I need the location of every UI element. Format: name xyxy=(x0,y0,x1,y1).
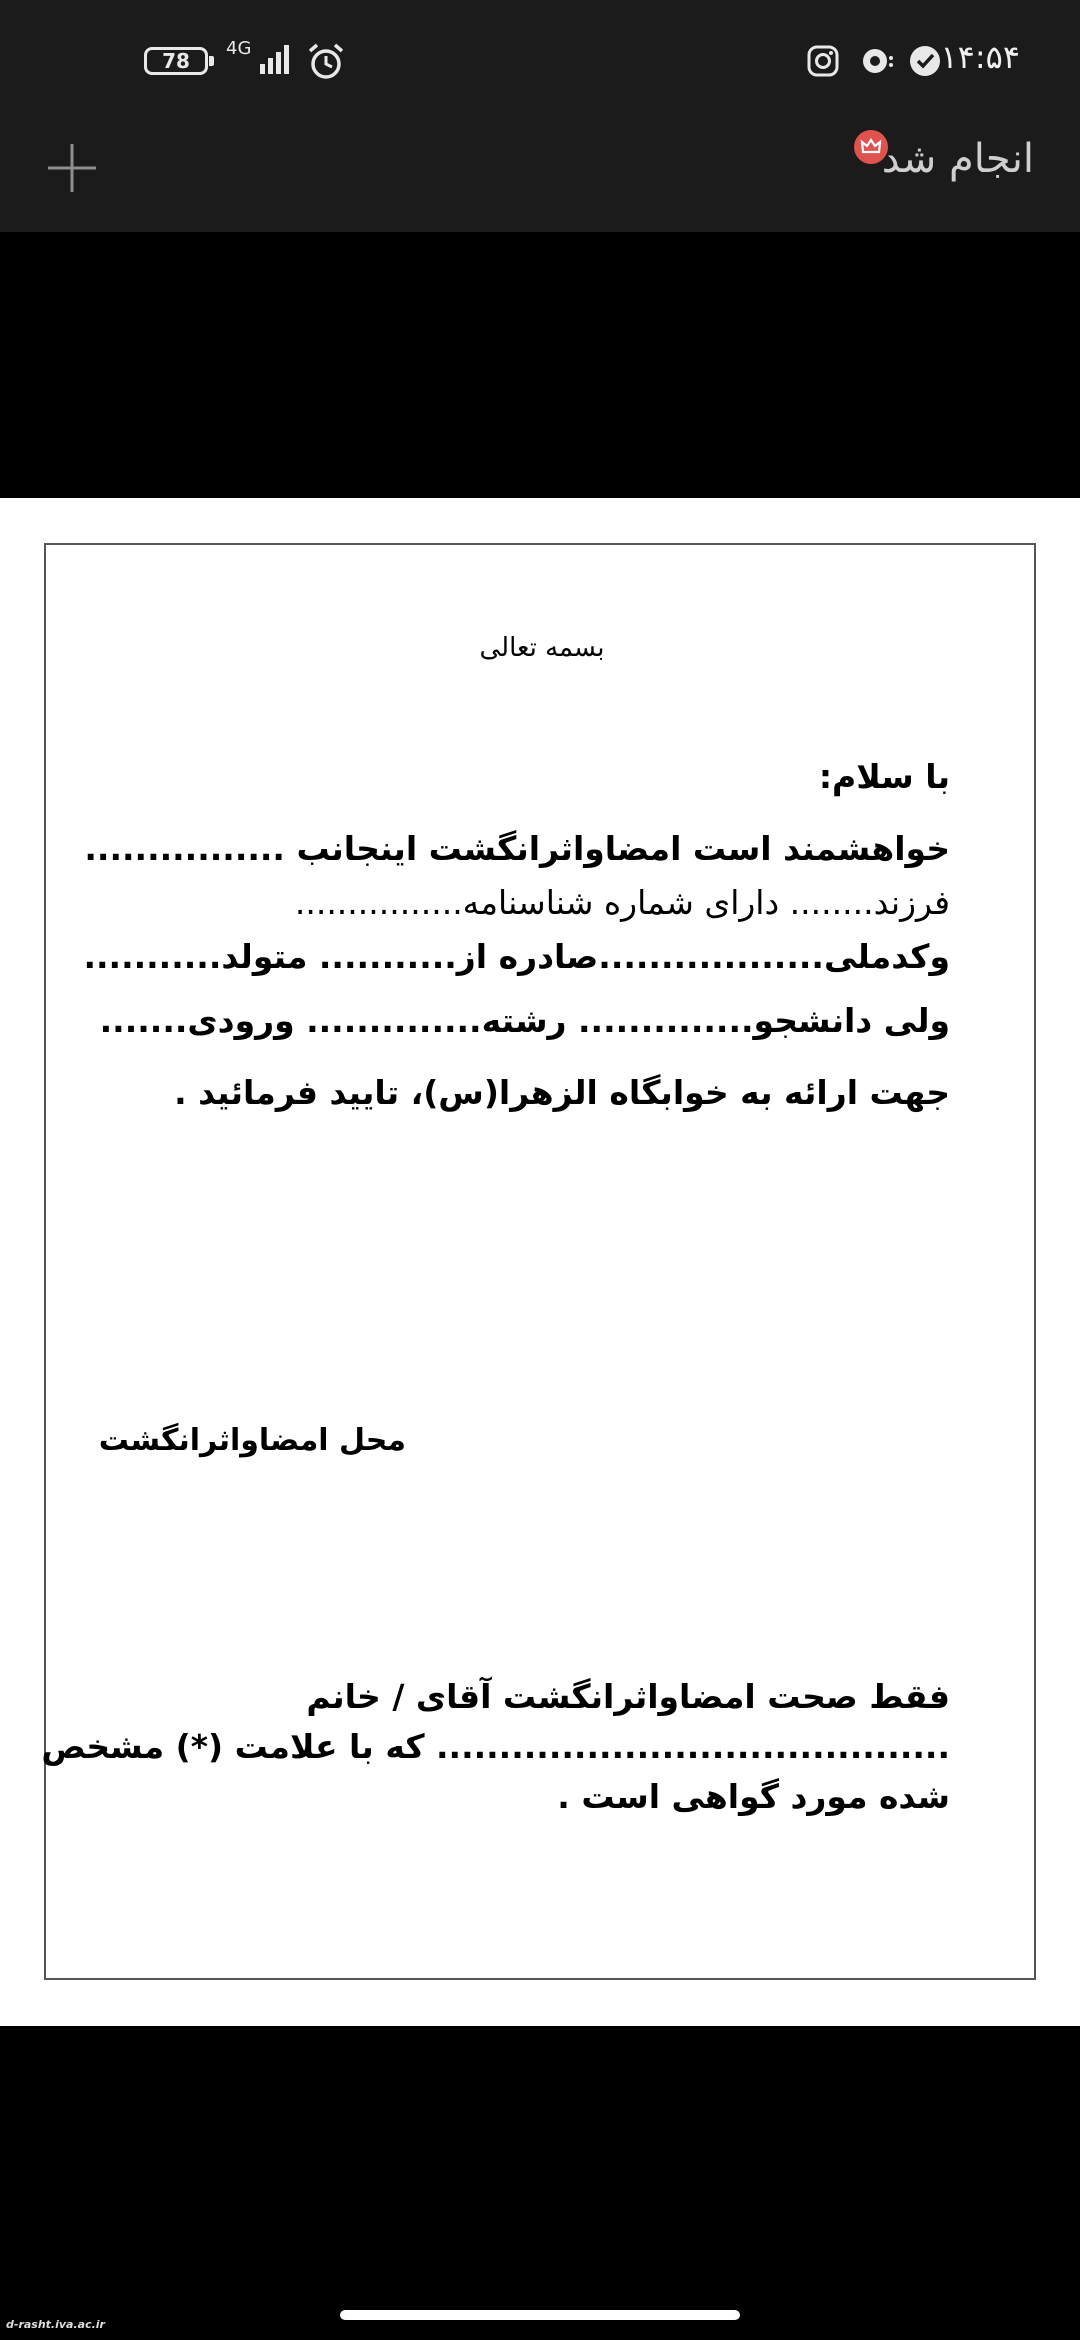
alarm-icon xyxy=(306,42,346,82)
document-page xyxy=(41,543,1036,1980)
greeting: با سلام: xyxy=(818,757,950,796)
signature-place-label: محل امضاواثرانگشت xyxy=(98,1423,406,1458)
body-line: خواهشمند است امضاواثرانگشت اینجانب ................ xyxy=(84,829,950,868)
home-indicator[interactable] xyxy=(340,2310,740,2320)
plus-icon[interactable] xyxy=(44,140,100,196)
body-line: وکدملی..................صادره از........... متولد........... xyxy=(83,937,950,976)
battery-indicator: 78 xyxy=(144,47,208,75)
instagram-icon xyxy=(806,44,840,78)
body-line: جهت ارائه به خوابگاه الزهرا(س)، تایید فرمائید . xyxy=(174,1073,950,1112)
done-button[interactable]: انجام شد xyxy=(881,136,1034,182)
document-viewer[interactable] xyxy=(0,498,1080,2026)
shield-check-icon xyxy=(908,44,942,78)
top-bar xyxy=(0,0,1080,232)
clock: ۱۴:۵۴ xyxy=(940,38,1020,76)
attest-line: ......................................... که با علامت (*) مشخص xyxy=(41,1727,950,1766)
attest-line: شده مورد گواهی است . xyxy=(557,1777,950,1816)
watermark: d-rasht.iva.ac.ir xyxy=(6,2318,105,2331)
document-heading: بسمه تعالی xyxy=(479,633,605,663)
body-line: ولی دانشجو.............. رشته.............. ورودی....... xyxy=(99,1001,950,1040)
body-line: فرزند........ دارای شماره شناسنامه................ xyxy=(294,883,950,922)
status-bar xyxy=(0,0,1080,120)
chat-bubble-icon xyxy=(860,44,894,78)
signal-icon xyxy=(258,40,294,76)
network-type: 4G xyxy=(226,38,252,59)
attest-line: فقط صحت امضاواثرانگشت آقای / خانم xyxy=(306,1677,950,1716)
